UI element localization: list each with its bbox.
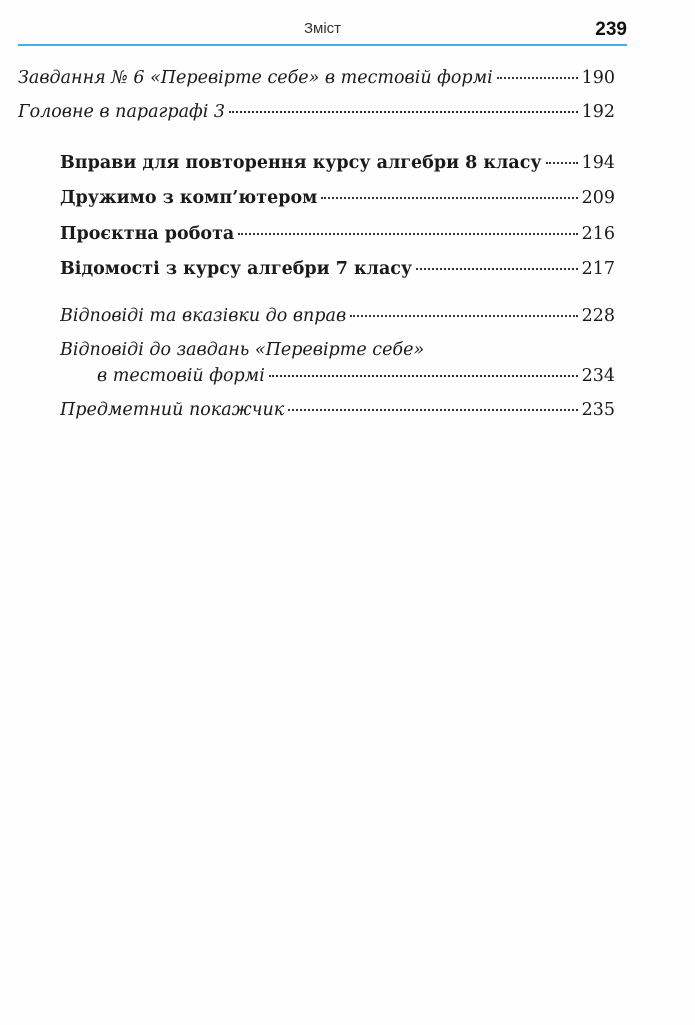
dot-leader [269,375,578,377]
page-number: 239 [595,19,627,40]
dot-leader [321,197,577,199]
toc-entry[interactable] [60,306,615,326]
toc-entry-page: 194 [581,153,615,173]
toc-entry-page: 209 [581,188,615,208]
toc-entry-page: 192 [581,102,615,122]
dot-leader [288,409,577,411]
toc-entry[interactable] [18,102,615,122]
dot-leader [546,162,578,164]
dot-leader [238,233,577,235]
running-head-title: Зміст [303,20,342,37]
toc-entry-label-line1[interactable]: Відповіді до завдань «Перевірте себе» [60,340,425,360]
dot-leader [497,77,578,79]
toc-entry-page: 190 [581,68,615,88]
dot-leader [229,111,578,113]
toc-entry[interactable] [60,259,615,279]
toc-entry-label: Відповіді та вказівки до вправ [60,306,347,326]
toc-entry-page: 234 [581,366,615,386]
page-header [18,0,627,46]
toc-entry-page: 216 [581,224,615,244]
dot-leader [416,268,577,270]
toc-entry-label-line2: в тестовій формі [97,366,265,386]
toc-entry-label: Завдання № 6 «Перевірте себе» в тестовій формі [18,68,493,88]
header-divider [18,44,627,46]
toc-entry[interactable] [60,188,615,208]
toc-entry-label: Проєктна робота [60,224,235,244]
toc-entry-label: Головне в параграфі 3 [18,102,225,122]
toc-entry-label: Дружимо з комп’ютером [60,188,318,208]
toc-entry-label: Вправи для повторення курсу алгебри 8 класу [60,153,542,173]
dot-leader [350,315,577,317]
toc-entry[interactable] [97,366,615,386]
toc-entry-label: Предметний покажчик [60,400,285,420]
toc-entry-page: 217 [581,259,615,279]
toc-entry[interactable] [60,400,615,420]
toc-entry[interactable] [18,68,615,88]
toc-entry[interactable] [60,153,615,173]
toc-entry[interactable] [60,224,615,244]
toc-entry-label: Відомості з курсу алгебри 7 класу [60,259,413,279]
toc-entry-page: 235 [581,400,615,420]
toc-entry-page: 228 [581,306,615,326]
